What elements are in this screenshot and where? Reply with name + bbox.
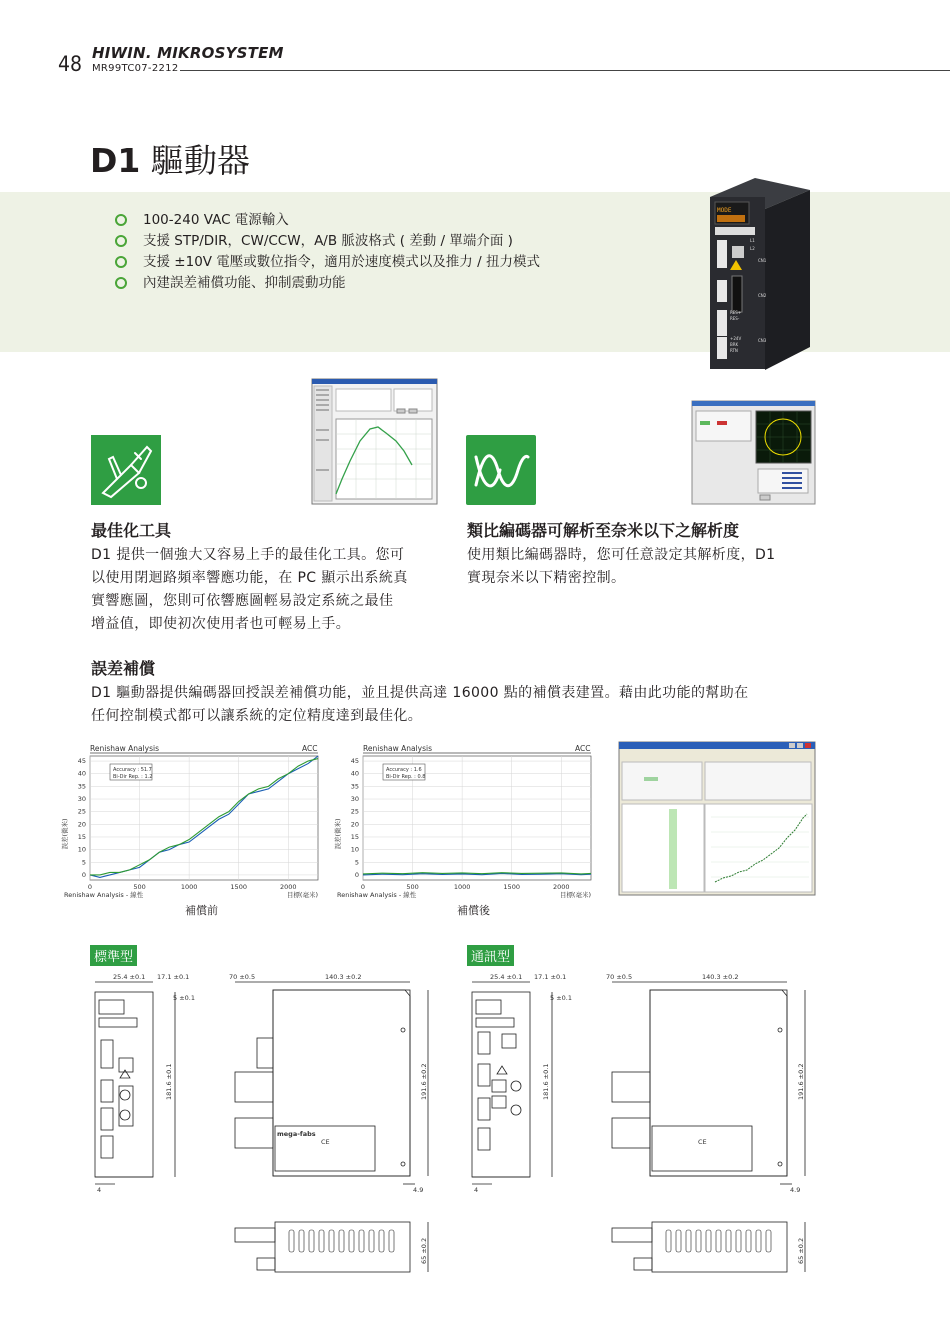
brand-plate: mega-fabs [277,1130,316,1138]
svg-text:L1: L1 [750,238,755,243]
y-tick-label: 30 [77,795,86,804]
dim-label: 65 ±0.2 [797,1237,805,1264]
dim-label: 70 ±0.5 [229,973,256,981]
encoder-heading: 類比編碼器可解析至奈米以下之解析度 [467,521,740,540]
x-tick-label: 500 [133,883,146,891]
header-rule [180,70,950,71]
svg-text:CN1: CN1 [758,258,767,263]
x-tick-label: 0 [87,883,93,891]
comm-type-label: 通訊型 [467,945,514,966]
ce-mark: CE [321,1138,330,1146]
y-tick-label: 40 [77,769,86,778]
title-name: 驅動器 [150,141,250,180]
y-tick-label: 15 [77,832,86,841]
y-tick-label: 15 [350,832,359,841]
standard-drawing [85,970,435,1300]
dim-label: 5 ±0.1 [550,994,572,1002]
dim-label: 181.6 ±0.1 [542,1063,550,1100]
dim-label: 4.9 [413,1186,424,1194]
y-tick-label: 35 [350,782,359,791]
dim-label: 17.1 ±0.1 [157,973,190,981]
y-tick-label: 0 [354,870,359,879]
feature-item: 支援 STP/DIR，CW/CCW，A/B 脈波格式 ( 差動 / 單端介面 ) [115,231,675,251]
x-tick-label: 1500 [230,883,247,891]
y-tick-label: 20 [350,820,359,829]
dim-label: 70 ±0.5 [606,973,633,981]
chart-caption-before: 補償前 [185,904,218,917]
sine-wave-icon [466,435,536,505]
chart-title: Renishaw Analysis [90,744,160,753]
tuning-software-screenshot [312,379,437,504]
y-tick-label: 40 [350,769,359,778]
chart-title: Renishaw Analysis [363,744,433,753]
encoder-paragraph: 使用類比編碼器時，您可任意設定其解析度，D1 實現奈米以下精密控制。 [467,547,776,586]
x-axis-label: 目標(毫米) [559,891,591,899]
bullet-icon [115,235,127,247]
y-axis-label: 誤差(微米) [61,818,69,850]
page-title [90,135,250,182]
feature-item: 支援 ±10V 電壓或數位指令，適用於速度模式以及推力 / 扭力模式 [115,252,675,272]
tool-icon [91,435,161,505]
page-number: 48 [58,52,83,76]
ce-mark: CE [698,1138,707,1146]
bullet-icon [115,256,127,268]
y-tick-label: 5 [354,858,359,867]
x-tick-label: 1000 [180,883,198,891]
chart-corner-label: ACC [575,744,591,753]
bullet-icon [115,277,127,289]
legend-line: Bi-Dir Rep. : 0.8 [386,774,426,780]
drive-photo [700,172,815,372]
svg-text:CN3: CN3 [758,338,767,343]
tuning-paragraph: D1 提供一個強大又容易上手的最佳化工具。您可 以使用閉迴路頻率響應功能，在 PC 顯示出系統真 實響應圖，您則可依響應圖輕易設定系統之最佳 增益值，即使初次使用者也可輕易上手。 [91,547,408,632]
chart-footer: Renishaw Analysis - 線性 [337,891,417,899]
dim-label: 4.9 [790,1186,801,1194]
y-tick-label: 25 [77,807,86,816]
y-tick-label: 35 [77,782,86,791]
chart-footer: Renishaw Analysis - 線性 [64,891,144,899]
x-tick-label: 2000 [279,883,297,891]
x-tick-label: 1000 [453,883,471,891]
svg-text:L2: L2 [750,246,755,251]
standard-type-label: 標準型 [90,945,137,966]
y-tick-label: 45 [77,757,86,766]
legend-line: Accuracy : 1.6 [386,767,422,773]
legend-line: Bi-Dir Rep. : 1.2 [113,774,153,780]
dim-label: 181.6 ±0.1 [165,1063,173,1100]
y-tick-label: 10 [77,845,86,854]
compensation-paragraph: D1 驅動器提供編碼器回授誤差補償功能，並且提供高達 16000 點的補償表建置。藉由此功能的幫助在 任何控制模式都可以讓系統的定位精度達到最佳化。 [91,685,749,724]
bullet-icon [115,214,127,226]
dim-label: 4 [474,1186,479,1194]
doc-number: MR99TC07-2212 [92,63,179,74]
feature-item: 100-240 VAC 電源輸入 [115,210,675,230]
y-tick-label: 45 [350,757,359,766]
encoder-software-screenshot [692,401,815,504]
display-text: MODE [717,207,732,214]
svg-text:RTN: RTN [730,348,738,353]
y-tick-label: 0 [81,870,86,879]
brand-logo: HIWIN. MIKROSYSTEM [92,44,284,62]
legend-line: Accuracy : 51.7 [113,767,152,773]
y-axis-label: 誤差(微米) [334,818,342,850]
title-model: D1 [90,141,141,180]
error-map-screenshot [619,742,815,895]
feature-item: 內建誤差補償功能、抑制震動功能 [115,273,675,293]
y-tick-label: 10 [350,845,359,854]
chart-after [335,742,597,904]
dim-label: 140.3 ±0.2 [325,973,362,981]
x-tick-label: 500 [406,883,419,891]
chart-corner-label: ACC [302,744,318,753]
chart-before [62,742,324,904]
x-tick-label: 2000 [552,883,570,891]
dim-label: 4 [97,1186,102,1194]
y-tick-label: 30 [350,795,359,804]
y-tick-label: 5 [81,858,86,867]
compensation-heading: 誤差補償 [91,659,156,678]
x-tick-label: 0 [360,883,366,891]
dim-label: 65 ±0.2 [420,1237,428,1264]
dim-label: 25.4 ±0.1 [490,973,523,981]
dim-label: 140.3 ±0.2 [702,973,739,981]
svg-text:RES+: RES+ [730,310,742,315]
dim-label: 5 ±0.1 [173,994,195,1002]
svg-text:CN2: CN2 [758,293,767,298]
y-tick-label: 20 [77,820,86,829]
dim-label: 25.4 ±0.1 [113,973,146,981]
dim-label: 17.1 ±0.1 [534,973,567,981]
x-axis-label: 目標(毫米) [286,891,318,899]
dim-label: 191.6 ±0.2 [797,1063,805,1100]
x-tick-label: 1500 [503,883,520,891]
tuning-heading: 最佳化工具 [91,521,172,540]
svg-text:RES-: RES- [730,316,740,321]
svg-text:BRK: BRK [730,342,739,347]
dim-label: 191.6 ±0.2 [420,1063,428,1100]
svg-text:+24V: +24V [730,336,742,341]
comm-drawing [462,970,812,1300]
chart-caption-after: 補償後 [457,904,490,917]
y-tick-label: 25 [350,807,359,816]
